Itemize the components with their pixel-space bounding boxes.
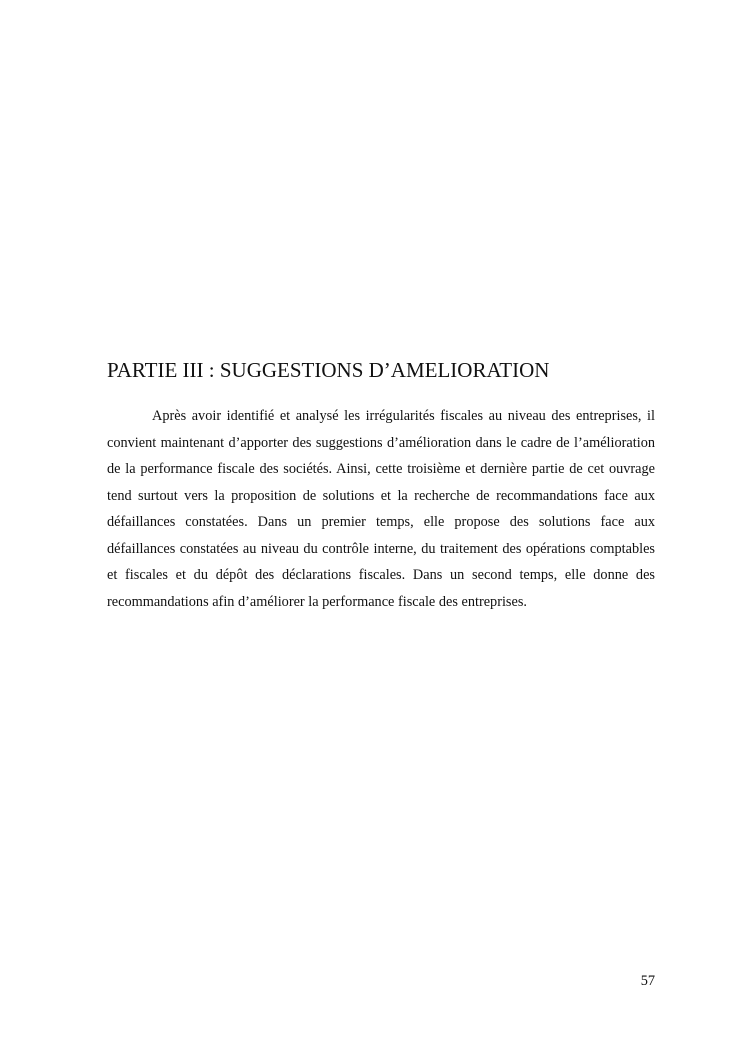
part-title: PARTIE III : SUGGESTIONS D’AMELIORATION <box>107 358 550 382</box>
page-number: 57 <box>640 973 655 989</box>
intro-paragraph: Après avoir identifié et analysé les irrégularités fiscales au niveau des entreprises, il convient maintenant d’apporter des suggestions d’amélioration dans le cadre de l’amélioration de la performance fiscale des sociétés. Ainsi, cette troisième et dernière partie de cet ouvrage tend surtout vers la proposition de solutions et la recherche de recommandations face aux défaillances constatées. Dans un premier temps, elle propose des solutions face aux défaillances constatées au niveau du contrôle interne, du traitement des opérations comptables et fiscales et du dépôt des déclarations fiscales. Dans un second temps, elle donne des recommandations afin d’améliorer la performance fiscale des entreprises. <box>107 408 655 610</box>
